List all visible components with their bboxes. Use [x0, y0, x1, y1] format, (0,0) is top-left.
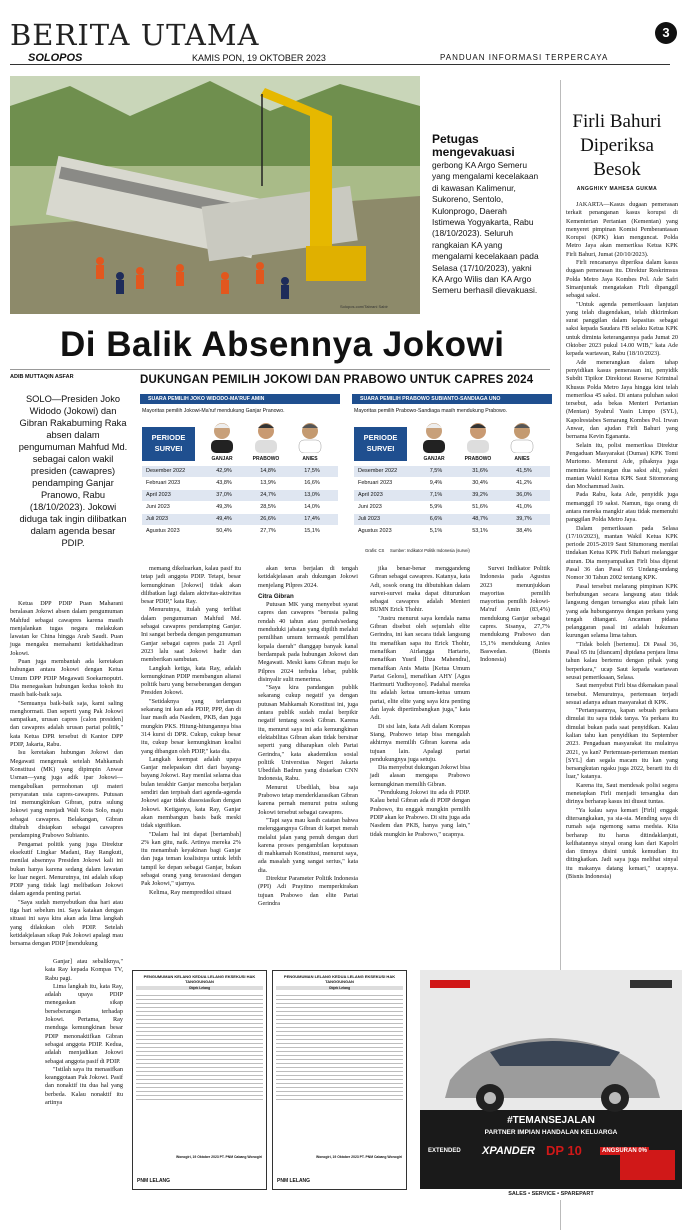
notice-text-block — [136, 992, 263, 1102]
advert-tagline: #TEMANSEJALAN — [507, 1115, 595, 1126]
survey-period: Juni 2023 — [358, 504, 382, 510]
paragraph: akan terus berjalan di tengah ketidakjelasan arah dukungan Jokowi menjelang Pilpres 2024. — [258, 565, 358, 589]
survey-value: 42,9% — [216, 468, 232, 474]
article-column-4 — [370, 565, 470, 839]
article-column-3 — [258, 565, 358, 908]
paragraph: "Istilah saya itu menasifkan keanggotaan Pak Jokowi. Pasif dan nonaktif itu dua hal yang berbeda. Kalau nonaktif itu artinya — [45, 1065, 123, 1107]
survey-value: 15,1% — [304, 528, 320, 534]
survey-row — [354, 466, 550, 477]
paragraph: Isu keretakan hubungan Jokowi dan Megawati mengeruak setelah Mahkamah Konstitusi (MK) yang dipimpin Anwar Usman—yang juga adik ipar Jokowi—mengabulkan permohonan uji materi persyaratan usia capres-cawapres. Putusan ini memungkinkan Gibran, putra sulung Jokowi yang menjadi Wali Kota Solo, maju sebagai cawapres. Belakangan, Gibran ditabuh disiapkan sebagai cawapres pendamping Prabowo Subianto. — [10, 749, 123, 840]
headline-rule — [10, 369, 550, 370]
article-column-1-continued — [45, 958, 123, 1107]
paragraph: "Justru menurut saya kendala nama Gibran disebut oleh sejumlah elite Gerindra, ini kan secara tidak langsung itu menafikan sapa itu Erick Thohir, menafikan Airlangga Hartarto, menafikan Yusril [Ihza Mahendra], menafikan Anis Matta [Ketua Umum Partai Gelora], menafikan AHY [Agus Harimurti Yudhoyono]. Padahal mereka itu adalah ketua umum-ketua umum partai, elite elite yang saya kira penting dan layak dipertimbangkan juga," kata Adi. — [370, 614, 470, 722]
paragraph: Karena itu, Saut mendesak polisi segera menetapkan Firli menjadi tersangka dan dirinya berharap kasus ini diusut tuntas. — [566, 781, 678, 806]
survey-period: April 2023 — [358, 492, 383, 498]
paragraph: "Untuk agenda pemeriksaan lanjutan yang telah diagendakan, telah dikirimkan surat panggilan dalam kapasitas sebagai saksi kepada Saudara FB selaku Ketua KPK untuk diminta keterangannya pada Jumat 20 Oktober 2023 pukul 14.00 WIB," kata Ade kepada wartawan, Rabu (18/10/2023). — [566, 300, 678, 358]
col-header-ganjar: GANJAR — [211, 456, 233, 462]
paragraph: Survei Indikator Politik Indonesia pada Agustus 2023 menunjukkan mayoritas pemilih mayoritas pemilih Jokowi-Ma'ruf Amin (83,4%) mendukung Ganjar sebagai capres. Sisanya, 27,7% mendukung Prabowo dan 15,1% mendukung Anies Baswedan. (Bisnis Indonesia) — [480, 565, 550, 664]
survey-value: 17,4% — [304, 516, 320, 522]
sidebar-headline: Firli Bahuri Diperiksa Besok — [572, 111, 662, 180]
paragraph: "Ya kalau saya kemari [Firli] enggak ditersangkakan, ya sia-sia. Mending saya di rumah saja ngemong sama medsia. Kita berharap itu harus ditindaklanjuti, kelihatannya sinyal orang kan dari Kapolri dan timnya disini untuk kemudian itu ditingkatkan. Jadi saya juga melihat sinyal itu makanya datang kemari," ucapnya. (Bisnis Indonesia) — [566, 806, 678, 881]
paragraph: memang dikeluarkan, kalau pasif itu tetap jadi anggota PDIP. Tetapi, besar kemungkinan [Jokowi] tidak akan dilibatkan lagi dalam aktivitas-aktivitas besar PDIP," kata Ray. — [141, 565, 241, 606]
survey-value: 27,7% — [260, 528, 276, 534]
main-author: ADIB MUTTAQIN ASFAR — [10, 374, 74, 380]
survey-row — [142, 526, 338, 537]
survey-value: 41,0% — [516, 504, 532, 510]
paragraph: Ganjar] atau sebaliknya," kata Ray kepada Kompas TV, Rabu pagi. — [45, 958, 123, 982]
notice-badge: Objek Lelang — [136, 986, 263, 990]
paragraph: "Semuanya baik-baik saja, kami saling menghormati. Dan seperti yang Pak Jokowi sampaikan, urusan capres [calon presiden] dan cawapres adalah urusan partai politik," kata Ketua DPR tersebut di Kantor DPP PDIP, Jakarta, Rabu. — [10, 699, 123, 749]
survey-value: 9,4% — [429, 480, 443, 486]
notice-title: PENGUMUMAN LELANG KEDUA LELANG EKSEKUSI HAK TANGGUNGAN — [283, 974, 396, 984]
survey-panel-prabowo — [352, 394, 552, 544]
survey-period: Juli 2023 — [146, 516, 169, 522]
survey-value: 38,4% — [516, 528, 532, 534]
survey-row — [354, 502, 550, 513]
period-label: PERIODE SURVEI — [354, 427, 407, 461]
col-header-anies: ANIES — [302, 456, 318, 462]
paragraph: Firli rencananya diperiksa dalam kasus dugaan pemerasan itu. Direktur Reskrimsus Polda Metro Jaya Kombes Pol. Ade Safri Simanjuntak mengatakan Firli dipanggil sebagai saksi. — [566, 259, 678, 300]
col-header-anies: ANIES — [514, 456, 530, 462]
survey-value: 6,6% — [429, 516, 443, 522]
survey-row — [354, 514, 550, 525]
advert-angsuran: ANGSURAN 0% — [602, 1148, 648, 1154]
advert-extended: EXTENDED — [428, 1148, 461, 1154]
paragraph: Pengamat politik yang juga Direktur eksekutif Lingkar Madani, Ray Rangkuti, menilai absennya Presiden Jokowi kali ini bukan hanya karena sedang dalam lawatan ke luar negeri. Menurutnya, ini adalah sikap PDIP yang tidak lagi melibatkan Jokowi dalam agenda penting partai. — [10, 840, 123, 898]
panel-note: Mayoritas pemilih Jokowi-Ma'ruf mendukung Ganjar Pranowo. — [142, 408, 285, 414]
graphic-credit: Grafis: CS — [365, 548, 385, 553]
paragraph: Ade menerangkan dalam tahap penyidikan kasus pemerasan ini, penyidik Subdit Tipikor Direktorat Reserse Kriminal Khusus Polda Metro Jaya hingga kini telah memeriksa 45 saksi. Di antara puluhan saksi tersebut, ada bekas Menteri Pertanian (Mentan) Syahrul Yasin Limpo (SYL), Kapolrestabes Semarang Kombes Pol. Irwan Anwar, dan ajudan Firli Bahuri yang bernama Kevin Egananta. — [566, 358, 678, 441]
survey-value: 26,6% — [260, 516, 276, 522]
ganjar-portrait — [207, 419, 237, 453]
paragraph: Direktur Parameter Politik Indonesia (PPI) Adi Prayitno memperkirakan tujuan Prabowo dan elite Partai Gerindra — [258, 874, 358, 907]
advert-model: XPANDER — [482, 1145, 535, 1157]
photo-illustration — [10, 76, 420, 314]
survey-row — [142, 502, 338, 513]
sidebar-author: ANGGHIKY MAHESA GUKMA — [576, 186, 658, 192]
paragraph: Ketua DPP PDIP Puan Maharani beralasan Jokowi absen dalam pengumuman Mahfud sebagai cawapres karena masih menjalankan tugas negara melakukan lawatan ke China hingga Arab Saudi. Puan juga mengaku memahami ketidakhadiran Jokowi. — [10, 600, 123, 657]
ganjar-portrait — [419, 419, 449, 453]
advert-dp: DP 10 — [546, 1143, 582, 1158]
survey-value: 14,8% — [260, 468, 276, 474]
survey-value: 39,2% — [472, 492, 488, 498]
panel-heading: SUARA PEMILIH JOKO WIDODO-MA'RUF AMIN — [140, 394, 340, 404]
survey-title: DUKUNGAN PEMILIH JOKOWI DAN PRABOWO UNTUK CAPRES 2024 — [140, 374, 534, 386]
brand-logo: SOLOPOS — [28, 52, 83, 64]
survey-value: 24,7% — [260, 492, 276, 498]
article-column-2 — [141, 565, 241, 897]
survey-period: Agustus 2023 — [146, 528, 180, 534]
paragraph: "Setidaknya yang terlampau sekarang ini kan ada PDIP, PPP, dan di luar masih ada Nasdem, PKB, dan juga mungkin PKS. Hitung-hitungannya bisa 314 kursi di DPR. Cukup, cukup besar itu, cukup besar kemungkinan koalisi yang dibangun oleh PDIP," kata dia. — [141, 697, 241, 755]
survey-value: 41,5% — [516, 468, 532, 474]
paragraph: JAKARTA—Kasus dugaan pemerasan terkait penanganan kasus korupsi di Kementerian Pertanian (Kementan) yang menyeret pimpinan Komisi Pemberantasan Korupsi (KPK) kian menguncat. Polda Metro Jaya akan memeriksa Ketua KPK Firli Bahuri, Jumat (20/10/2023). — [566, 201, 678, 258]
paragraph: "Dalam hal ini dapat [bertambah] 2% kan gitu, naik. Artinya mereka 2% itu menambah keyakinan bagi Ganjar dan juga teman koalisinya untuk lebih tampil ke depan sebagai Ganjar, bukan sebagai orang yang terasosiasi dengan Pak Jokowi," ujarnya. — [141, 830, 241, 888]
header-rule — [10, 64, 670, 65]
photo-credit: Solopos.com/Tabrani Sabir — [340, 304, 388, 309]
paragraph: Menurut Ubedilah, bisa saja Prabowo tetap menderklarasikan Gibran karena pernah menurut putra sulung Jokowi tersebut sebagai cawapres. — [258, 783, 358, 816]
paragraph: Dia menyebut dukungan Jokowi bisa jadi alasan mengapa Prabowo kemungkinan memilih Gibran. — [370, 764, 470, 788]
survey-row — [142, 466, 338, 477]
survey-value: 7,1% — [429, 492, 443, 498]
survey-panel-jokowi — [140, 394, 340, 544]
survey-value: 5,1% — [429, 528, 443, 534]
survey-value: 5,9% — [429, 504, 443, 510]
prabowo-portrait — [251, 419, 281, 453]
subheading: Citra Gibran — [258, 592, 294, 600]
survey-period: Desember 2022 — [146, 468, 186, 474]
advert-footer: SALES • SERVICE • SPAREPART — [420, 1189, 682, 1200]
paragraph: Saut menyebut Firli bisa dikenakan pasal tersebut. Menurutnya, pertemuan terjadi sesuai adanya aduan masyarakat di KPK. — [566, 682, 678, 706]
survey-infographic — [140, 374, 555, 554]
paragraph: "Tidak boleh [bertemu]. Di Pasal 36, Pasal 65 itu [diancam] dipidana penjara lima tahun kalau bertemu dengan pihak yang berperkara," ucap Saut kepada wartawan seusai pemeriksaan, Selasa. — [566, 640, 678, 681]
col-header-prabowo: PRABOWO — [464, 456, 492, 462]
survey-value: 13,9% — [260, 480, 276, 486]
paragraph: Menurutnya, itulah yang terlihat dalam pengumuman Mahfud Md. sebagai cawapres pendamping Ganjar. Ini sangat berbeda dengan pengumuman Ganjar sebagai capres pada 21 April 2023 lalu saat Jokowi hadir dan memberikan sambutan. — [141, 606, 241, 664]
survey-period: Februari 2023 — [358, 480, 393, 486]
survey-value: 37,0% — [216, 492, 232, 498]
notice-logos: PNM LELANG — [277, 1177, 311, 1184]
survey-row — [142, 490, 338, 501]
paragraph: Langkah keempat adalah upaya Ganjar melepaskan diri dari bayang-bayang Jokowi. Ray menilai selama dua bulan terakhir Ganjar mencoba berjalan sendiri dan terpisah dari agenda-agenda Jokowi agar tidak diasosiasikan dengan Jokowi. Ketiganya, kata Ray, Ganjar akan membangun basis baik meski tidak signifikan. — [141, 755, 241, 830]
lead-paragraph: SOLO—Presiden Joko Widodo (Jokowi) dan Gibran Rakabuming Raka absen dalam pengumuman Mahfud Md. sebagai calon wakil presiden (cawapres) pendamping Ganjar Pranowo, Rabu (18/10/2023). Jokowi diduga tak ingin dilibatkan dalam agenda besar PDIP. — [18, 394, 128, 548]
survey-value: 49,3% — [216, 504, 232, 510]
survey-value: 53,1% — [472, 528, 488, 534]
period-label: PERIODE SURVEI — [142, 427, 195, 461]
survey-period: Juni 2023 — [146, 504, 170, 510]
paragraph: "Pendukung Jokowi itu ada di PDIP. Kalau betul Gibran ada di PDIP dengan Prabowo, itu enggak mungkin pemilih PDIP akan ke Prabowo. Di situ juga ada Nasdem dan PKB, hanya yang lain," tidak mungkin ke Prabowo," ucapnya. — [370, 789, 470, 838]
paragraph: Langkah ketiga, kata Ray, adalah kemungkinan PDIP membangun aliansi politik baru yang berseberangan dengan Presiden Jokowi. — [141, 664, 241, 697]
paragraph: Pada Rabu, kata Ade, penyidik juga memanggil 19 saksi. Namun, tiga orang di antara mereka mangkir atau tidak memenuhi panggilan Polda Metro Jaya. — [566, 491, 678, 524]
paragraph: Puan juga membantah ada keretakan hubungan antara Jokowi dengan Ketua Umum DPP PDIP Megawati Soekarnoputri. Dia menegaskan hubungan kedua tokoh itu masih baik-baik saja. — [10, 658, 123, 699]
auction-notice-2 — [272, 970, 407, 1190]
survey-value: 16,6% — [304, 480, 320, 486]
paragraph: "Pertanyaannya, kapan sebuah perkara dimulai itu saya tidak tanya. Ya perkara itu dimulai bukan pada saat penyidikan. Kalau kalian tahu kan penyidikan itu September 2023. Pengaduan masyarakat itu mulainya 2021, ya kan? Pertemuan-pertemuan mentan [SYL] dan segala macam itu kan yang bersangkutan ngaku juga 2022, berarti itu di luar," katanya. — [566, 707, 678, 781]
survey-value: 51,6% — [472, 504, 488, 510]
photo-caption-head: Petugas mengevakuasi — [432, 132, 515, 159]
advert-subline: PARTNER IMPIAN HANDALAN KELUARGA — [484, 1129, 618, 1136]
survey-row — [354, 526, 550, 537]
photo-caption-body: gerbong KA Argo Semeru yang mengalami kecelakaan di kawasan Kalimenur, Sukoreno, Sentolo, Kulonprogo, Daerah Istimewa Yogyakarta, Rabu (18/10/2023). Seluruh rangkaian KA yang mengalami kecelakaan pada Selasa (17/10/2023), yakni KA Argo Wilis dan KA Argo Semeru berhasil dievakuasi. — [432, 160, 539, 296]
advert-artwork — [420, 970, 682, 1200]
notice-signature: Wonogiri, 19 Oktober 2023 PT. PNM Cabang Wonogiri — [176, 1154, 262, 1159]
paragraph: Lima langkah itu, kata Ray, adalah upaya PDIP menegaskan sikap berseberangan terhadap Jokowi. Pertama, Ray menduga kemungkinan besar PDIP menonaktifkan Gibran sebagai anggota PDIP. Kedua, adalah menjadikan Jokowi sebagai anggota pasif di PDIP. — [45, 982, 123, 1065]
survey-value: 28,5% — [260, 504, 276, 510]
paragraph: "Saya sudah menyebutkan dua hari atau tiga hari sebelum ini. Saya katakan dengan situasi ini saya kira akan ada lima langkah yang dilakukan oleh PDIP. Setelah ketidakjelasan sikap Pak Jokowi apalagi mau bersama dengan PDIP [mendukung — [10, 898, 123, 948]
paragraph: Dalam pemeriksaan pada Selasa (17/10/2023), mantan Wakil Ketua KPK periode 2015-2019 Saut Situmorang menilai tindakan Ketua KPK Firli Bahuri melanggar aturan. Dia menyampaikan Firli bisa dijerat Pasal 36 dan Pasal 65 Undang-undang Nomor 30 Tahun 2002 tentang KPK. — [566, 524, 678, 582]
article-column-1 — [10, 600, 123, 948]
notice-badge: Objek Lelang — [276, 986, 403, 990]
survey-value: 41,2% — [516, 480, 532, 486]
section-title: BERITA UTAMA — [10, 18, 260, 52]
survey-period: Desember 2022 — [358, 468, 398, 474]
page-number: 3 — [655, 22, 677, 44]
col-header-prabowo: PRABOWO — [252, 456, 280, 462]
paragraph: Selain itu, polisi memeriksa Direktur Pengaduan Masyarakat (Dumas) KPK Tomi Murtomo. Menurut Ade, pihaknya juga meminta keterangan dua saksi ahli, yakni mantan Wakil Ketua KPK Saut Sitomorang dan Mochammad Jasin. — [566, 441, 678, 491]
survey-period: Juli 2023 — [358, 516, 381, 522]
auction-notice-1 — [132, 970, 267, 1190]
survey-value: 17,5% — [304, 468, 320, 474]
survey-value: 49,4% — [216, 516, 232, 522]
survey-row — [142, 514, 338, 525]
paragraph: Pasal tersebut melarang pimpinan KPK berhubungan secara langsung atau tidak langsung dengan tersangka atau pihak lain yang ada hubungannya dengan perkara yang tengah ditangani. Ancaman pidana pelanggaran pasal ini adalah hukuman kurungan selama lima tahun. — [566, 582, 678, 640]
survey-value: 39,7% — [516, 516, 532, 522]
survey-value: 50,4% — [216, 528, 232, 534]
sidebar-article-body — [566, 201, 678, 881]
prabowo-portrait — [463, 419, 493, 453]
survey-value: 31,6% — [472, 468, 488, 474]
survey-row — [142, 478, 338, 489]
paragraph: "Tapi saya mau kasih catatan bahwa melenggangnya Gibran di karpet merah melalui jalan yang penuh dengan duri karena proses pengambilan keputusan di mahkamah Konstitusi, menurut saya, ada masalah yang sangat serius," kata dia. — [258, 816, 358, 874]
paragraph: Putusan MK yang menyebut syarat capres dan cawapres "berusia paling rendah 40 tahun atau pernah/sedang menduduki jabatan yang dipilih melalui pemilihan umum termasuk pemilihan kepala daerah" dianggap banyak kanal berdampak pada hubungan Jokowi dan Megawati. Meski kans Gibran maju ke Pilpres 2024 terbuka lebar, publik disinyalir sulit menerima. — [258, 601, 358, 683]
notice-logos: PNM LELANG — [137, 1177, 171, 1184]
main-headline: Di Balik Absennya Jokowi — [60, 325, 505, 364]
survey-period: Agustus 2023 — [358, 528, 392, 534]
survey-value: 43,8% — [216, 480, 232, 486]
paragraph: jika benar-benar menggandeng Gibran sebagai cawapres. Katanya, kata Adi, sosok orang itu dibutuhkan dalam survei-survei maka dapat diturunkan sebagai cawapres adalah Menteri BUMN Erick Thohir. — [370, 565, 470, 614]
panel-heading: SUARA PEMILIH PRABOWO SUBIANTO-SANDIAGA UNO — [352, 394, 552, 404]
survey-value: 36,0% — [516, 492, 532, 498]
notice-signature: Wonogiri, 19 Oktober 2023 PT. PNM Cabang Wonogiri — [316, 1154, 402, 1159]
survey-period: April 2023 — [146, 492, 171, 498]
col-header-ganjar: GANJAR — [423, 456, 445, 462]
tagline: PANDUAN INFORMASI TERPERCAYA — [440, 53, 609, 62]
survey-value: 7,5% — [429, 468, 443, 474]
car-advertisement — [420, 970, 682, 1200]
anies-portrait — [295, 419, 325, 453]
survey-value: 30,4% — [472, 480, 488, 486]
survey-value: 13,0% — [304, 492, 320, 498]
anies-portrait — [507, 419, 537, 453]
paragraph: Di sisi lain, kata Adi dalam Kompas Siang, Prabowo tetap bisa mengalah akhirnya memilih Gibran karena ada tujuan lain. Apalagi partai pendukungnya juga setuju. — [370, 722, 470, 763]
notice-text-block — [276, 992, 403, 1102]
article-column-5 — [480, 565, 550, 665]
paragraph: Kelima, Ray memprediksi situasi — [149, 888, 232, 896]
edition-date: KAMIS PON, 19 OKTOBER 2023 — [192, 53, 326, 63]
survey-value: 48,7% — [472, 516, 488, 522]
panel-note: Mayoritas pemilih Prabowo-Sandiaga masih mendukung Prabowo. — [354, 408, 508, 414]
train-evacuation-photo — [10, 76, 420, 314]
survey-period: Februari 2023 — [146, 480, 181, 486]
paragraph: "Saya kira pandangan publik sekarang cukup negatif ya dengan putusan Mahkamah Konstitusi ini, juga antara publik sudah mulai berpikir negatif tentang sosok Gibran. Karena itu, menurut saya ini ada kemungkinan elektabilitas Gibran akan tidak bersinar seperti yang diharapkan oleh Partai Gerindra," kata akademikus sosial politik Universitas Negeri Jakarta Ubedilah Badrun yang disiarkan CNN Indonesia, Rabu. — [258, 684, 358, 783]
survey-row — [354, 490, 550, 501]
survey-row — [354, 478, 550, 489]
survey-value: 14,0% — [304, 504, 320, 510]
survey-source: Sumber: Indikator Politik Indonesia (survei) — [390, 548, 470, 553]
notice-title: PENGUMUMAN KELANG KEDUA LELANG EKSEKUSI HAK TANGGUNGAN — [143, 974, 256, 984]
